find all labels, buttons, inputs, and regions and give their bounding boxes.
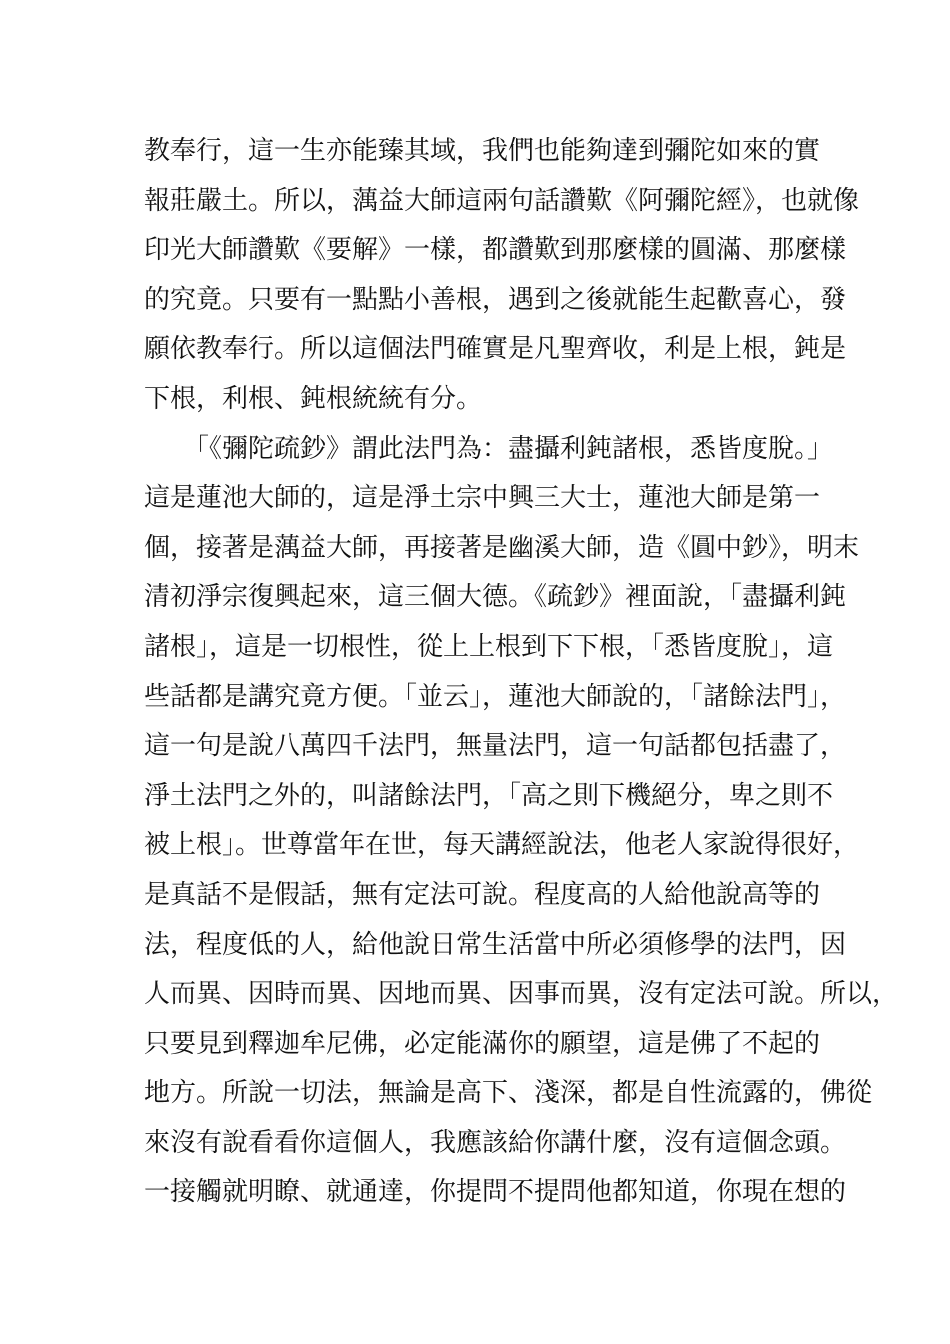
text-line: 人而異、因時而異、因地而異、因事而異，沒有定法可說。所以，	[144, 979, 899, 1010]
text-line: 報莊嚴土。所以，蕅益大師這兩句話讚歎《阿彌陀經》，也就像	[144, 185, 860, 216]
text-line: 是真話不是假話，無有定法可說。程度高的人給他說高等的	[144, 879, 821, 910]
text-line: 願依教奉行。所以這個法門確實是凡聖齊收，利是上根，鈍是	[144, 334, 847, 365]
text-line: 印光大師讚歎《要解》一樣，都讚歎到那麼樣的圓滿、那麼樣	[144, 235, 847, 266]
text-line: 這一句是說八萬四千法門，無量法門，這一句話都包括盡了，	[144, 731, 847, 762]
text-line: 清初淨宗復興起來，這三個大德。《疏鈔》裡面說，「盡攝利鈍	[144, 582, 847, 613]
text-line: 些話都是講究竟方便。「並云」，蓮池大師說的，「諸餘法門」，	[144, 681, 847, 712]
text-line: 下根，利根、鈍根統統有分。	[144, 383, 483, 414]
text-body	[144, 127, 899, 1218]
text-line: 的究竟。只要有一點點小善根，遇到之後就能生起歡喜心，發	[144, 284, 847, 315]
text-line: 一接觸就明瞭、就通達，你提問不提問他都知道，你現在想的	[144, 1177, 847, 1208]
text-line: 地方。所說一切法，無論是高下、淺深，都是自性流露的，佛從	[144, 1078, 873, 1109]
text-line: 諸根」，這是一切根性，從上上根到下下根，「悉皆度脫」，這	[144, 631, 834, 662]
text-line: 法，程度低的人，給他說日常生活當中所必須修學的法門，因	[144, 929, 847, 960]
text-line: 教奉行，這一生亦能臻其域，我們也能夠達到彌陀如來的實	[144, 136, 821, 166]
text-line: 被上根」。世尊當年在世，每天講經說法，他老人家說得很好，	[144, 830, 860, 861]
text-line: 淨土法門之外的，叫諸餘法門，「高之則下機絕分，卑之則不	[144, 780, 834, 811]
text-line: 這是蓮池大師的，這是淨土宗中興三大士，蓮池大師是第一	[144, 483, 821, 514]
text-line: 個，接著是蕅益大師，再接著是幽溪大師，造《圓中鈔》，明末	[144, 532, 860, 563]
text-line: 只要見到釋迦牟尼佛，必定能滿你的願望，這是佛了不起的	[144, 1028, 821, 1059]
text-line: 來沒有說看看你這個人，我應該給你講什麼，沒有這個念頭。	[144, 1127, 847, 1158]
text-line: 「《彌陀疏鈔》謂此法門為：盡攝利鈍諸根，悉皆度脫。」	[144, 433, 834, 464]
